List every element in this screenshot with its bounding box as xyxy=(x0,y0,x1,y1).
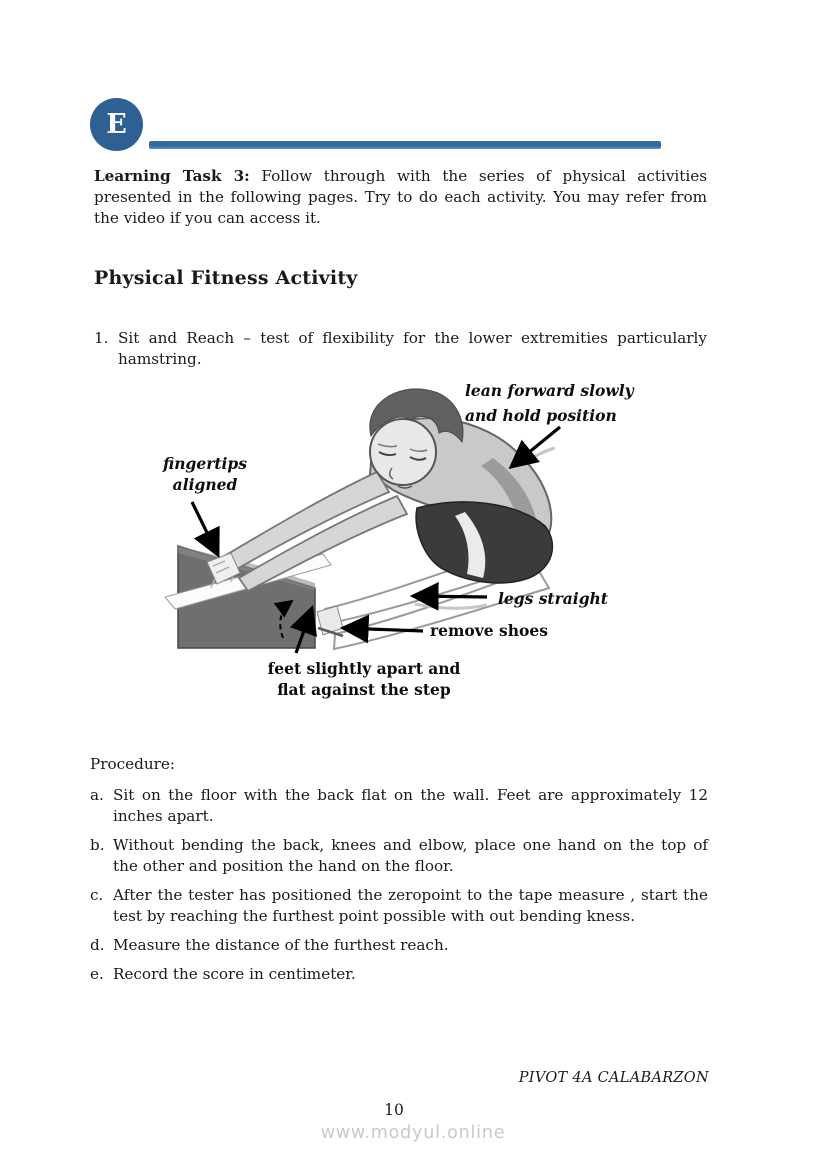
step-text: Sit on the floor with the back flat on the wall. Feet are approximately 12 inches apart. xyxy=(113,786,708,825)
annotation-remove-shoes: remove shoes xyxy=(430,621,548,640)
step-letter: b. xyxy=(90,836,105,854)
step-text: Record the score in centimeter. xyxy=(113,965,356,983)
step-letter: a. xyxy=(90,786,104,804)
page-title: Physical Fitness Activity xyxy=(94,267,358,289)
annotation-fingertips-line1: fingertips xyxy=(162,454,248,473)
annotation-lean-line1: lean forward slowly xyxy=(465,381,634,400)
activity-item xyxy=(94,328,707,370)
procedure-step xyxy=(90,885,708,927)
page-number: 10 xyxy=(384,1101,404,1119)
watermark: www.modyul.online xyxy=(320,1123,506,1143)
activity-text: Sit and Reach – test of flexibility for the lower extremities particularly hamstring. xyxy=(118,329,707,368)
step-text: After the tester has positioned the zeropoint to the tape measure , start the test by reaching the furthest point possible with out bending kness. xyxy=(113,886,708,925)
procedure-step xyxy=(90,835,708,877)
procedure-section xyxy=(90,754,708,993)
step-text: Without bending the back, knees and elbow, place one hand on the top of the other and position the hand on the floor. xyxy=(113,836,708,875)
activity-number: 1. xyxy=(94,329,109,347)
procedure-step xyxy=(90,935,708,956)
section-badge xyxy=(90,98,143,151)
section-divider xyxy=(149,141,661,149)
procedure-title: Procedure: xyxy=(90,755,175,773)
annotation-feet xyxy=(258,658,470,700)
annotation-lean-forward xyxy=(465,378,634,428)
annotation-legs-straight: legs straight xyxy=(498,589,608,608)
annotation-fingertips-line2: aligned xyxy=(172,475,238,494)
learning-task-label: Learning Task 3: xyxy=(94,167,250,185)
step-letter: d. xyxy=(90,936,105,954)
learning-task-paragraph xyxy=(94,166,707,229)
procedure-step xyxy=(90,785,708,827)
learning-task-text: Follow through with the series of physical activities presented in the following pages. Try to do each activity. You may refer from the video if you can access it. xyxy=(94,167,708,227)
annotation-lean-line2: and hold position xyxy=(465,406,617,425)
step-letter: e. xyxy=(90,965,104,983)
step-text: Measure the distance of the furthest reach. xyxy=(113,936,449,954)
annotation-feet-line2: flat against the step xyxy=(277,680,451,699)
annotation-feet-line1: feet slightly apart and xyxy=(267,659,461,678)
sit-and-reach-figure xyxy=(90,374,738,710)
annotation-fingertips xyxy=(150,453,260,495)
imprint: PIVOT 4A CALABARZON xyxy=(518,1070,709,1086)
step-letter: c. xyxy=(90,886,104,904)
section-letter: E xyxy=(106,109,127,140)
procedure-step xyxy=(90,964,708,985)
